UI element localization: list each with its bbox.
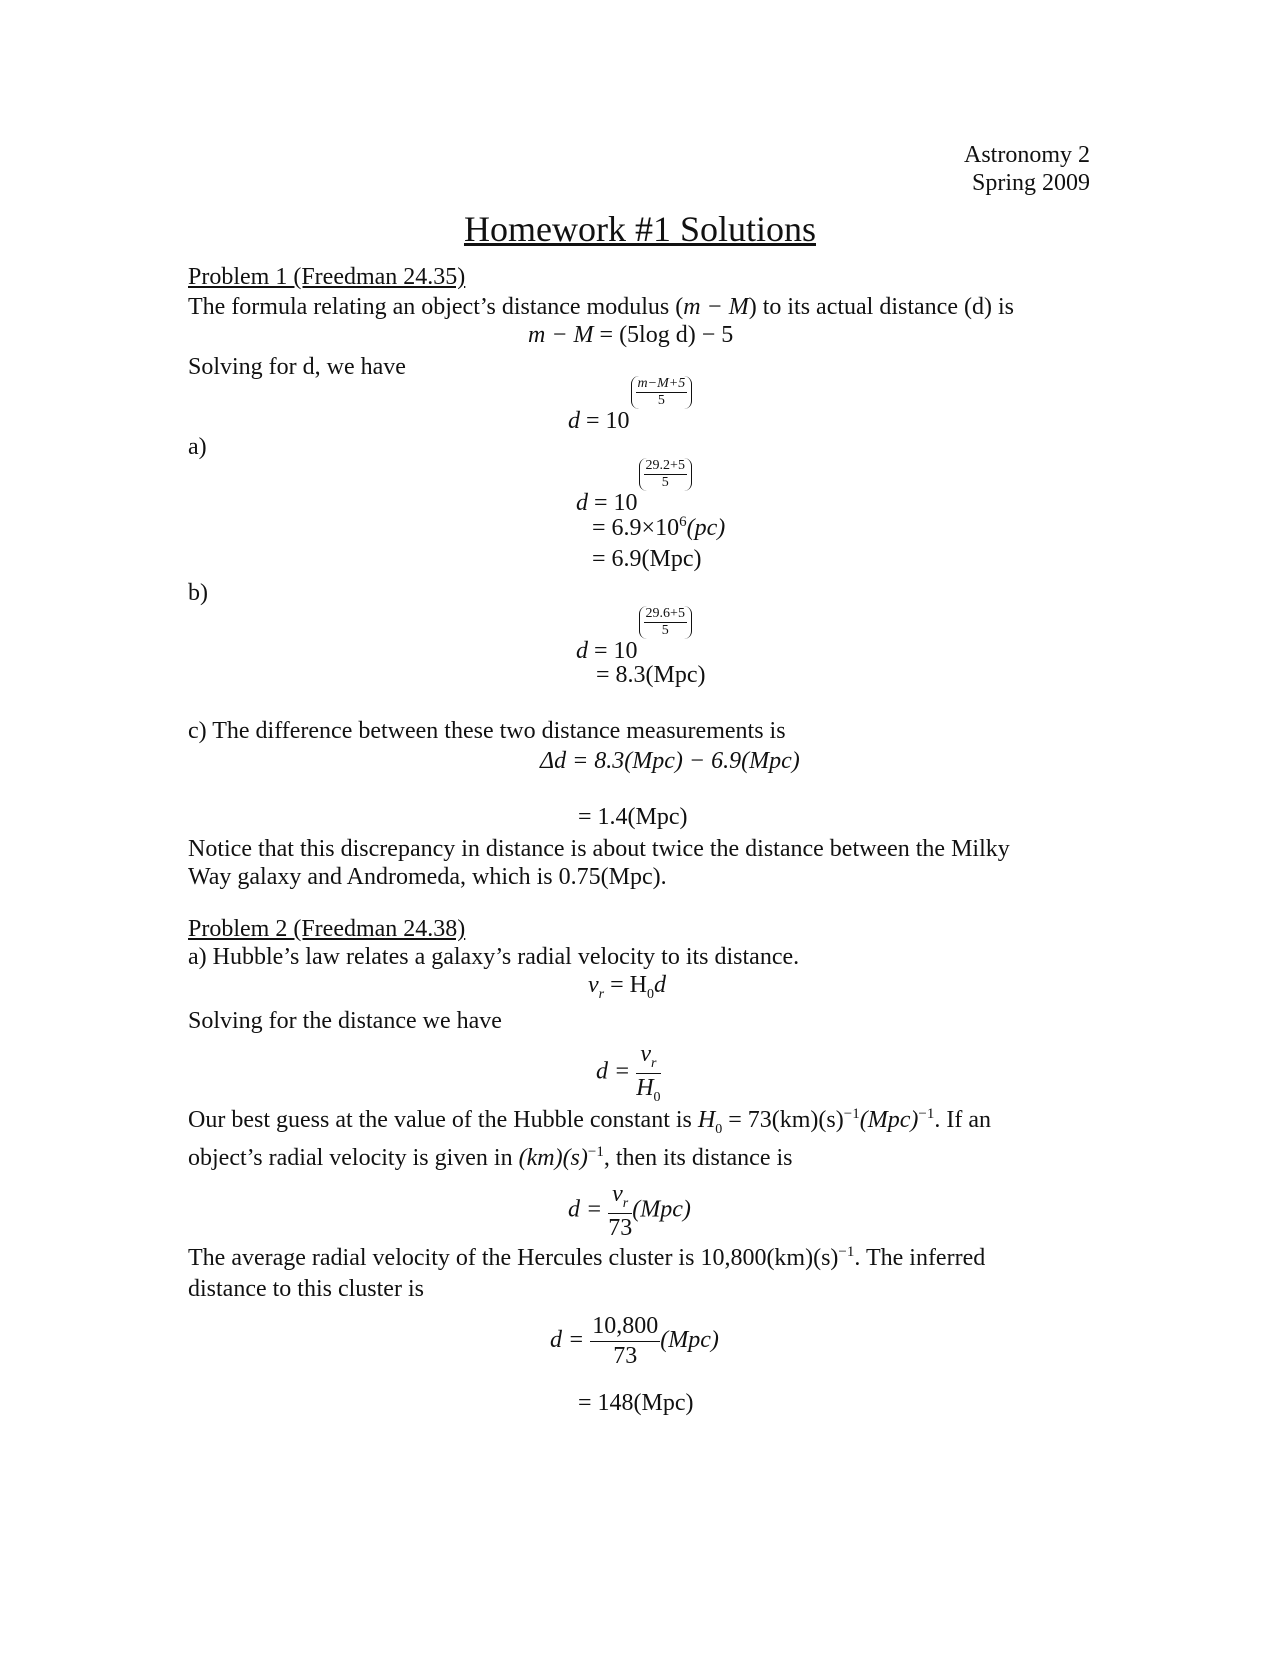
problem1-solve-text: Solving for d, we have <box>188 354 406 380</box>
page-title: Homework #1 Solutions <box>463 209 816 249</box>
problem1-heading: Problem 1 (Freedman 24.35) <box>188 264 466 290</box>
part-c-text: c) The difference between these two distance measurements is <box>188 718 786 744</box>
distance-73-equation: d = $\frac{v_r}{73}$ (Mpc) <box>568 1181 691 1241</box>
problem1-intro: The formula relating an object’s distance modulus (m − M) to its actual distance (d) is <box>188 294 1014 320</box>
problem2-part-a-text: a) Hubble’s law relates a galaxy’s radial velocity to its distance. <box>188 944 800 970</box>
hercules-distance-result: = 148(Mpc) <box>578 1390 694 1416</box>
part-a-equation: d = 10 $\frac{29.2+5}{5}$ <box>576 482 692 517</box>
hubble-law-equation: $v_r = H_0d$ <box>588 972 666 1002</box>
part-c-result: = 1.4(Mpc) <box>578 804 688 830</box>
problem2-solve-text: Solving for the distance we have <box>188 1008 502 1034</box>
radial-velocity-text: object’s radial velocity is given in $(km)(s)^{-1}$, then its distance is <box>188 1144 793 1171</box>
part-b-result: = 8.3(Mpc) <box>596 662 706 688</box>
part-b-label: b) <box>188 580 208 606</box>
hercules-text: The average radial velocity of the Hercules cluster is $10,800(km)(s)^{-1}$. The inferred <box>188 1244 986 1271</box>
distance-modulus-formula: m − M = (5log d) − 5 <box>528 322 734 348</box>
general-distance-equation: d = 10 $\frac{m-M+5}{5}$ <box>568 400 692 435</box>
notice-line-1: Notice that this discrepancy in distance is about twice the distance between the Milky <box>188 836 1010 862</box>
hercules-distance-equation: d = $\frac{10,800}{73}$ (Mpc) <box>550 1313 719 1369</box>
hercules-text-line-2: distance to this cluster is <box>188 1276 424 1302</box>
distance-fraction-equation: d = $\frac{v_r}{H_0}$ <box>596 1041 661 1105</box>
part-a-label: a) <box>188 434 207 460</box>
part-a-result-pc: = $6.9\times 10^6(pc)$ <box>592 514 726 541</box>
term: Spring 2009 <box>971 170 1090 196</box>
notice-line-2: Way galaxy and Andromeda, which is 0.75(Mpc). <box>188 864 667 890</box>
problem2-heading: Problem 2 (Freedman 24.38) <box>188 916 466 942</box>
part-c-difference: Δd = 8.3(Mpc) − 6.9(Mpc) <box>540 748 800 774</box>
part-a-result-mpc: = 6.9(Mpc) <box>592 546 702 572</box>
hubble-constant-text: Our best guess at the value of the Hubble constant is $H_0 = 73(km)(s)^{-1}(Mpc)^{-1}$. If an <box>188 1106 991 1137</box>
course-name: Astronomy 2 <box>964 142 1090 168</box>
part-b-equation: d = 10 $\frac{29.6+5}{5}$ <box>576 630 692 665</box>
